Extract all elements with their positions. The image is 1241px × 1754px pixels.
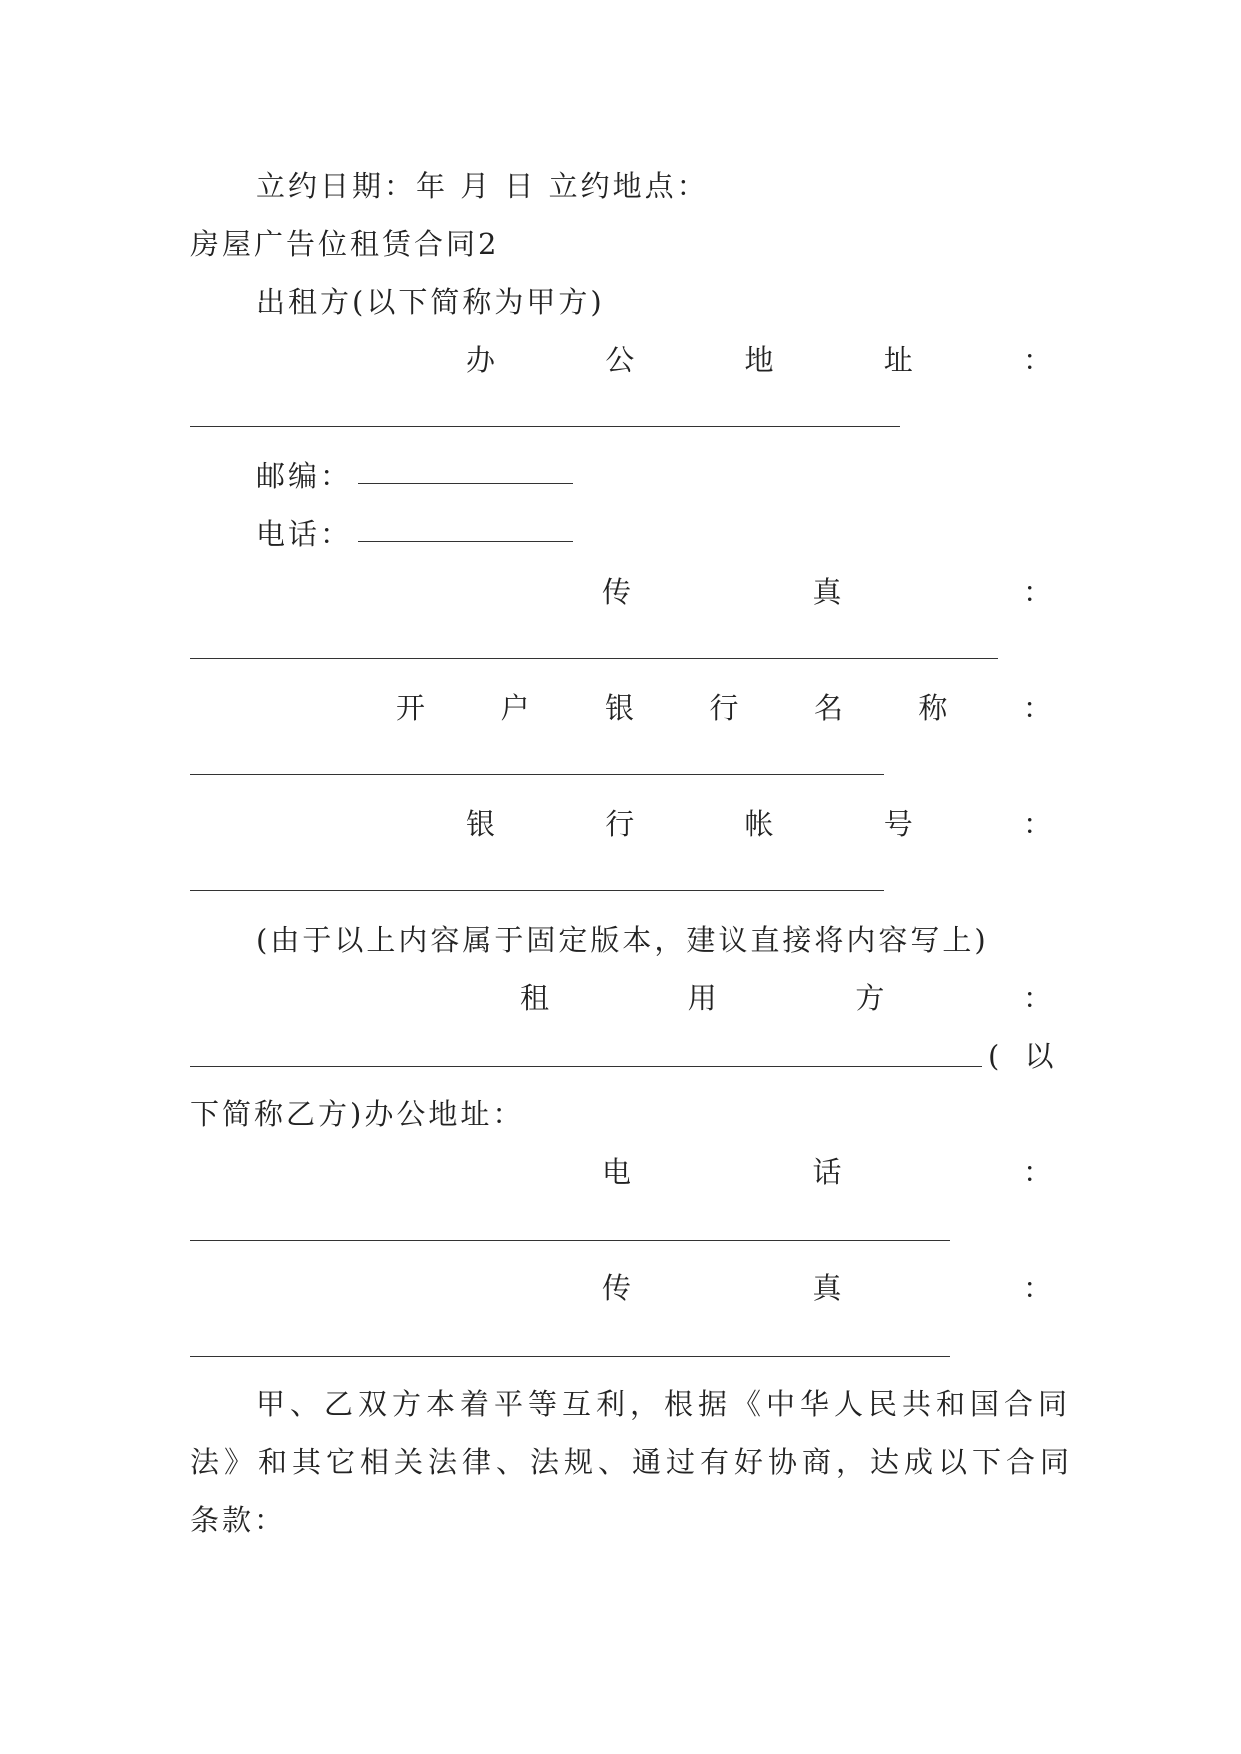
bank-account-char: 号: [883, 807, 913, 841]
lessor-label: 出租方(以下简称为甲方): [256, 285, 605, 319]
intro-paragraph-line: 条款：: [190, 1503, 287, 1537]
phone-row: [256, 514, 573, 554]
lessee-phone-char: 话: [812, 1155, 842, 1189]
bank-name-blank: [190, 774, 884, 775]
bank-name-char: 开: [396, 691, 426, 725]
lessee-phone-label: [190, 1152, 1052, 1192]
office-address-char: 公: [605, 343, 635, 377]
colon: ：: [1022, 691, 1052, 725]
lessee-office-address: 下简称乙方)办公地址：: [190, 1097, 525, 1131]
lessee-fax-blank: [190, 1356, 950, 1357]
lessee-blank: [190, 1066, 982, 1067]
fax-char: 真: [812, 575, 842, 609]
office-address-label: [190, 340, 1052, 380]
lessee-char: 租: [520, 981, 550, 1015]
lessee-phone-char: 电: [602, 1155, 632, 1189]
bank-account-label: [190, 804, 1052, 844]
bank-account-blank: [190, 890, 884, 891]
postcode-row: [256, 456, 573, 496]
fax-label: [190, 572, 1052, 612]
bank-name-char: 银: [604, 691, 634, 725]
bank-name-char: 称: [918, 691, 948, 725]
postcode-label: 邮编：: [256, 459, 353, 493]
lessee-fax-char: 传: [602, 1271, 632, 1305]
lessee-char: 用: [687, 981, 717, 1015]
colon: ：: [1022, 343, 1052, 377]
postcode-blank: [358, 483, 573, 484]
colon: ：: [1022, 807, 1052, 841]
office-address-char: 址: [883, 343, 913, 377]
office-address-char: 办: [466, 343, 496, 377]
fax-blank: [190, 658, 998, 659]
bank-account-char: 银: [466, 807, 496, 841]
lessee-phone-blank: [190, 1240, 950, 1241]
lessee-fax-label: [190, 1268, 1052, 1308]
office-address-char: 地: [744, 343, 774, 377]
bank-account-char: 行: [605, 807, 635, 841]
colon: ：: [1022, 981, 1052, 1015]
colon: ：: [1022, 1155, 1052, 1189]
bank-account-char: 帐: [744, 807, 774, 841]
bank-name-char: 行: [709, 691, 739, 725]
colon: ：: [1022, 1271, 1052, 1305]
fixed-version-note: (由于以上内容属于固定版本，建议直接将内容写上): [256, 923, 989, 957]
intro-paragraph-line: 甲、乙双方本着平等互利，根据《中华人民共和国合同: [256, 1387, 1073, 1421]
fax-char: 传: [602, 575, 632, 609]
phone-blank: [358, 541, 573, 542]
bank-name-char: 户: [500, 691, 530, 725]
bank-name-char: 名: [813, 691, 843, 725]
lessee-suffix: ( 以: [988, 1039, 1062, 1073]
bank-name-label: [190, 688, 1052, 728]
contract-title: 房屋广告位租赁合同2: [190, 227, 500, 261]
phone-label: 电话：: [256, 517, 353, 551]
lessee-char: 方: [855, 981, 885, 1015]
lessee-fax-char: 真: [812, 1271, 842, 1305]
colon: ：: [1022, 575, 1052, 609]
date-place-line: 立约日期：年 月 日 立约地点：: [256, 169, 709, 203]
lessee-label: [190, 978, 1052, 1018]
intro-paragraph-line: 法》和其它相关法律、法规、通过有好协商，达成以下合同: [190, 1445, 1075, 1479]
office-address-blank: [190, 426, 900, 427]
